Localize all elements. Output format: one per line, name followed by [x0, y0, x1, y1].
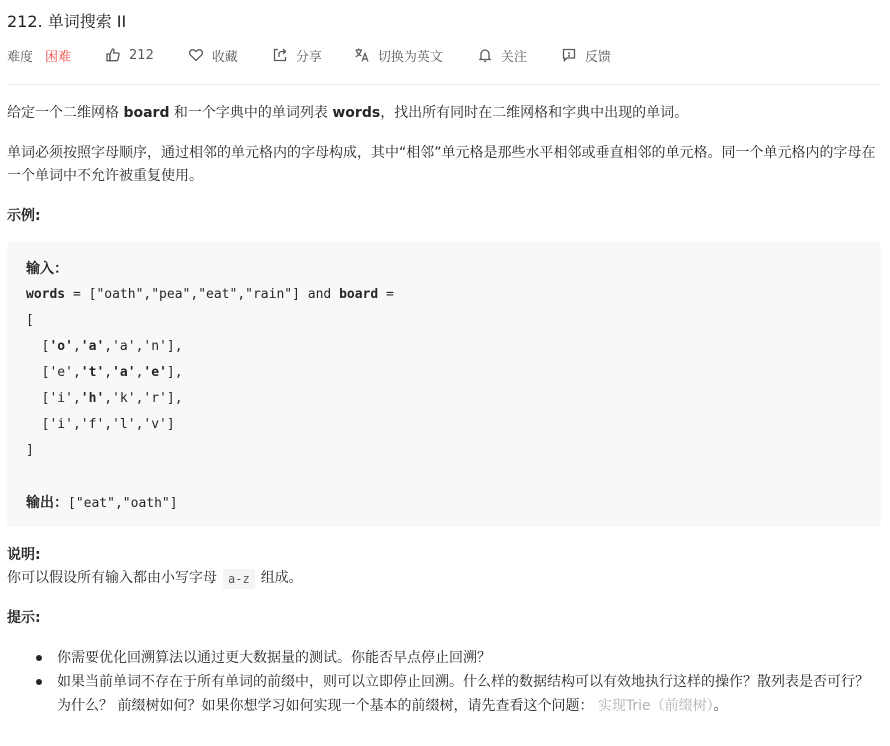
- hint-tail: 。: [713, 698, 728, 714]
- hint-text: 你需要优化回溯算法以通过更大数据量的测试。你能否早点停止回溯？: [57, 650, 491, 666]
- follow-button[interactable]: [477, 46, 527, 65]
- favorite-label: 收藏: [211, 49, 238, 65]
- blank-line: [26, 464, 862, 490]
- desc-text: 和一个字典中的单词列表: [169, 105, 333, 121]
- board-close: ]: [26, 443, 34, 458]
- header-divider: [7, 84, 880, 85]
- note-text-a: 你可以假设所有输入都由小写字母: [7, 570, 217, 586]
- bullet: [36, 655, 42, 661]
- translate-icon: [354, 47, 370, 63]
- bullet: [36, 679, 42, 685]
- desc-text: ，找出所有同时在二维网格和字典中出现的单词。: [380, 105, 689, 121]
- problem-title: 212. 单词搜索 II: [7, 12, 127, 31]
- description-paragraph-2: 单词必须按照字母顺序，通过相邻的单元格内的字母构成，其中“相邻”单元格是那些水平相邻或垂直相邻的单元格。同一个单元格内的字母在一个单词中不允许被重复使用。: [7, 145, 876, 184]
- hints-heading: 提示:: [7, 610, 41, 626]
- switch-language-button[interactable]: [354, 46, 443, 65]
- note-text-b: 组成。: [260, 570, 303, 586]
- output-line: [26, 490, 862, 516]
- like-count: 212: [129, 47, 154, 63]
- words-kw: words: [26, 287, 66, 302]
- board-row-4: ['i','f','l','v']: [26, 417, 175, 432]
- output-value: ["eat","oath"]: [68, 496, 178, 511]
- board-row-1: ['o','a','a','n'],: [26, 339, 183, 354]
- difficulty-badge: 困难: [45, 49, 72, 65]
- note-text: [7, 567, 303, 590]
- words-keyword: words: [332, 105, 381, 121]
- board-row-2: ['e','t','a','e'],: [26, 365, 183, 380]
- share-button[interactable]: [272, 46, 322, 65]
- board-keyword: board: [123, 105, 170, 121]
- board-eq: =: [378, 287, 394, 302]
- hint-item: [36, 646, 876, 670]
- description-paragraph-1: [7, 102, 885, 125]
- hints-list: [36, 646, 876, 718]
- example-heading: 示例:: [7, 208, 41, 224]
- desc-text: 给定一个二维网格: [7, 105, 124, 121]
- switch-language-label: 切换为英文: [377, 49, 443, 65]
- input-line: [26, 282, 862, 308]
- board-open: [: [26, 313, 34, 328]
- output-label: 输出：: [26, 495, 68, 511]
- board-row-3: ['i','h','k','r'],: [26, 391, 183, 406]
- problem-meta-bar: [7, 43, 611, 67]
- favorite-button[interactable]: [188, 46, 238, 65]
- difficulty-label: 难度: [7, 49, 34, 65]
- heart-icon: [188, 47, 204, 63]
- hint-item: [36, 670, 876, 718]
- words-value: = ["oath","pea","eat","rain"] and: [65, 287, 340, 302]
- trie-problem-link[interactable]: 实现Trie（前缀树）: [597, 698, 714, 714]
- input-label: 输入：: [26, 261, 68, 277]
- feedback-button[interactable]: [561, 46, 611, 65]
- share-label: 分享: [295, 49, 322, 65]
- share-icon: [272, 47, 288, 63]
- like-button[interactable]: [105, 47, 154, 63]
- feedback-label: 反馈: [584, 49, 611, 65]
- bell-icon: [477, 47, 493, 63]
- feedback-icon: [561, 47, 577, 63]
- hint-text: 如果当前单词不存在于所有单词的前缀中，则可以立即停止回溯。什么样的数据结构可以有效地执行这样的操作？散列表是否可行？为什么？ 前缀树如何？如果你想学习如何实现一个基本的前缀树，请先查看这个问题：: [57, 674, 869, 714]
- inline-code: a-z: [223, 569, 255, 589]
- board-kw: board: [339, 287, 379, 302]
- note-heading: 说明:: [7, 547, 41, 563]
- thumbs-up-icon: [105, 47, 121, 63]
- example-code-block: [7, 242, 881, 527]
- follow-label: 关注: [500, 49, 527, 65]
